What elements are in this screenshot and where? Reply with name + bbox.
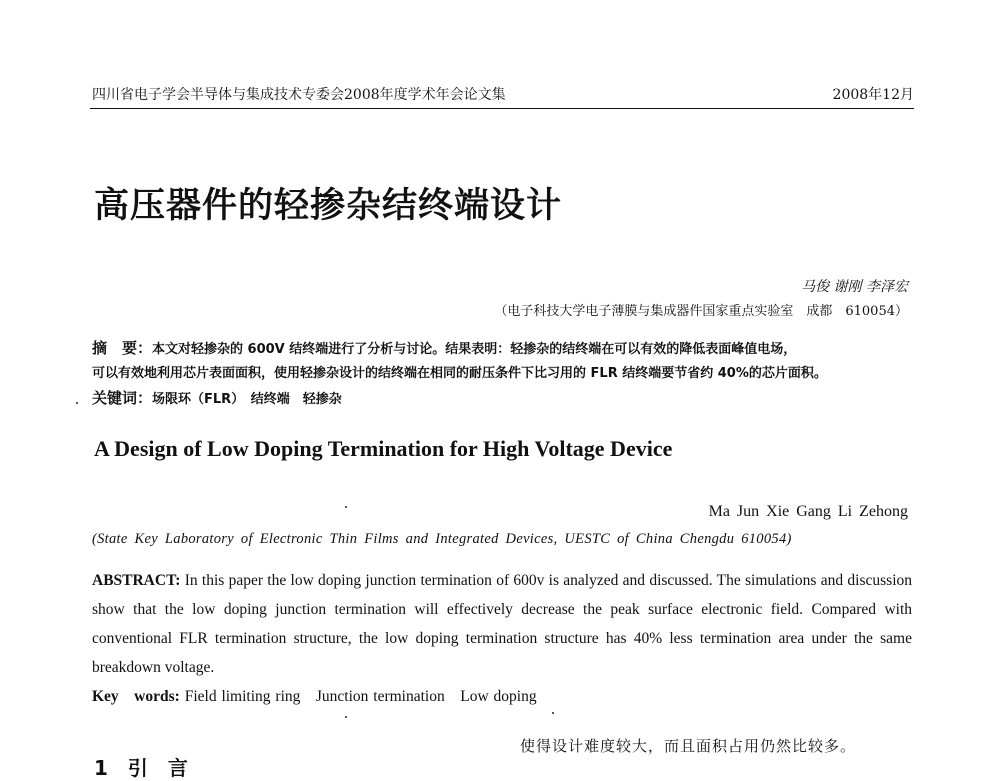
header-rule — [90, 108, 914, 109]
chinese-abstract-text-1: 本文对轻掺杂的 600V 结终端进行了分析与讨论。结果表明：轻掺杂的结终端在可以有效的降低表面峰值电场， — [152, 342, 797, 357]
chinese-abstract-line-2: 可以有效地利用芯片表面面积，使用轻掺杂设计的结终端在相同的耐压条件下比习用的 FLR 结终端要节省约 40%的芯片面积。 — [92, 366, 827, 381]
section-heading: 1 引 言 — [94, 756, 188, 780]
english-abstract-text: In this paper the low doping junction termination of 600v is analyzed and discussed. The simulations and discussion show that the low doping junction termination will effectively decrease the peak surface electronic field. Compared with conventional FLR termination structure, the low doping termination structure has 40% less termination area under the same breakdown voltage. — [92, 572, 913, 676]
scan-speck — [345, 506, 347, 508]
english-title: A Design of Low Doping Termination for High Voltage Device — [94, 436, 673, 461]
chinese-abstract-label: 摘 要： — [92, 339, 153, 357]
chinese-abstract-line-1 — [92, 337, 796, 358]
body-text-line: 使得设计难度较大，而且面积占用仍然比较多。 — [520, 737, 857, 755]
english-abstract — [92, 566, 912, 682]
english-keywords-text: Field limiting ring Junction termination Low doping — [184, 688, 537, 705]
english-keywords — [92, 684, 537, 706]
scan-speck — [552, 712, 554, 714]
chinese-authors: 马俊 谢刚 李泽宏 — [801, 279, 908, 295]
running-header-date: 2008年12月 — [832, 87, 914, 103]
chinese-keywords-label: 关键词： — [92, 389, 153, 407]
english-abstract-label: ABSTRACT: — [92, 572, 181, 589]
scan-speck — [76, 402, 78, 404]
chinese-keywords-text: 场限环（FLR） 结终端 轻掺杂 — [152, 392, 342, 407]
running-header-left: 四川省电子学会半导体与集成技术专委会2008年度学术年会论文集 — [92, 87, 506, 103]
scan-speck — [345, 716, 347, 718]
english-affiliation: (State Key Laboratory of Electronic Thin Films and Integrated Devices, UESTC of China Chengdu 610054) — [92, 531, 792, 547]
english-authors: Ma Jun Xie Gang Li Zehong — [708, 503, 908, 520]
english-keywords-label: Key words: — [92, 688, 180, 705]
chinese-keywords — [92, 387, 342, 408]
chinese-affiliation: （电子科技大学电子薄膜与集成器件国家重点实验室 成都 610054） — [494, 304, 908, 319]
chinese-title: 高压器件的轻掺杂结终端设计 — [94, 186, 563, 226]
